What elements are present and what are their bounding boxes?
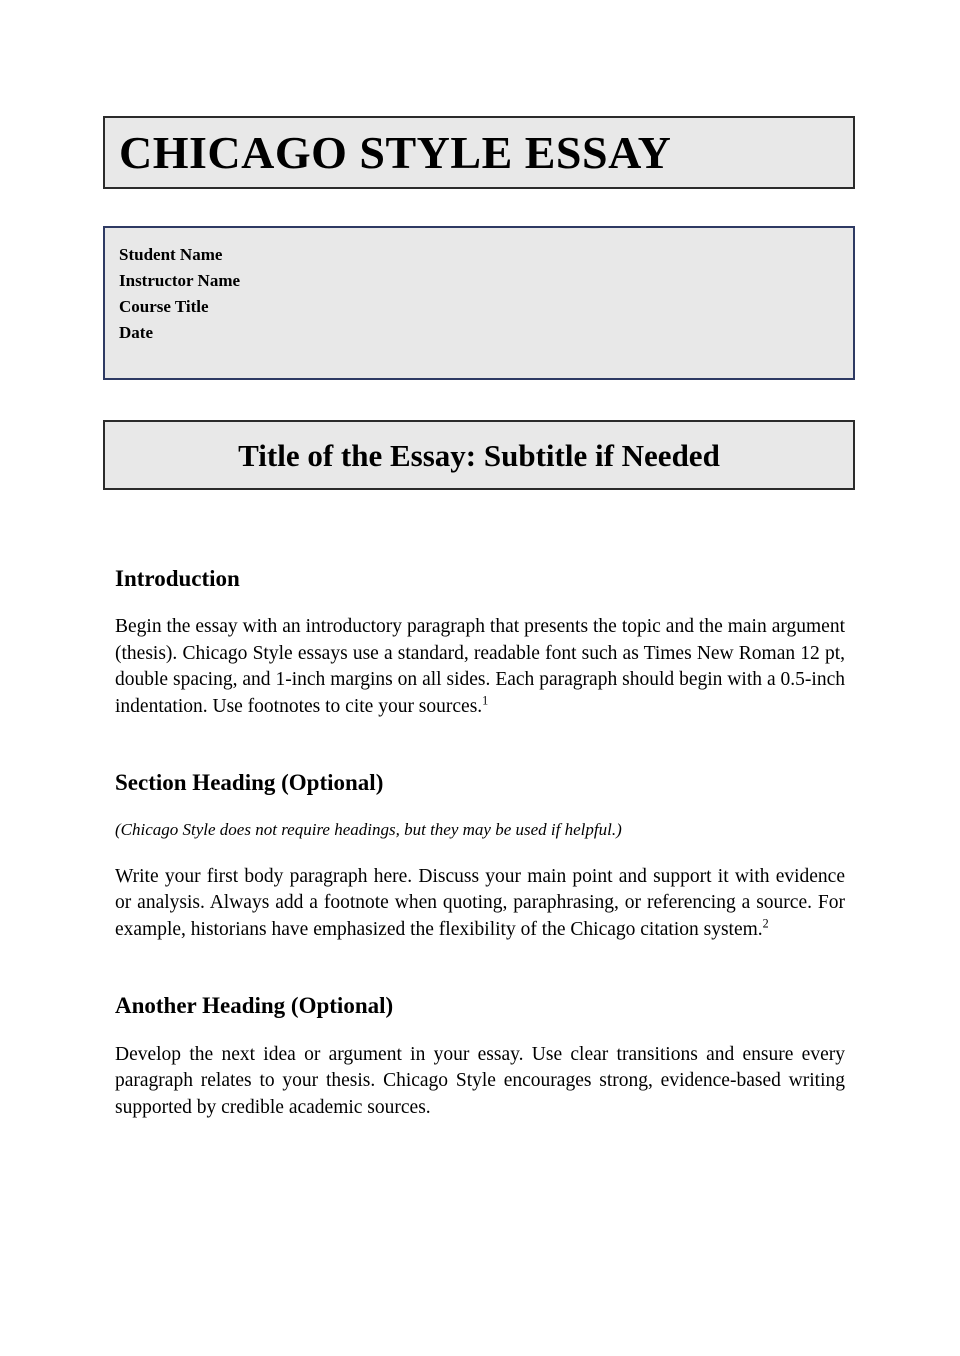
section-heading-introduction: Introduction (115, 566, 240, 591)
paragraph-second-body (115, 1042, 845, 1122)
paragraph-first-body (115, 864, 845, 944)
section-heading-another: Another Heading (Optional) (115, 993, 394, 1019)
footnote-marker-2: 2 (762, 916, 769, 931)
footnote-marker-1: 1 (482, 693, 489, 708)
section-note: (Chicago Style does not require headings, but they may be used if helpful.) (115, 819, 622, 839)
info-line-instructor-name: Instructor Name (119, 271, 241, 290)
paragraph-introduction (115, 614, 845, 720)
document-title: CHICAGO STYLE ESSAY (119, 126, 672, 178)
paragraph-first-body-text: Write your first body paragraph here. Discuss your main point and support it with evidence or analysis. Always add a footnote when quoting, paraphrasing, or referencing a source. For example, historians have emphasized the flexibility of the Chicago citation system. (115, 865, 845, 940)
info-line-date: Date (119, 323, 153, 342)
document-body (115, 560, 845, 1121)
essay-title: Title of the Essay: Subtitle if Needed (238, 437, 720, 473)
paragraph-introduction-text: Begin the essay with an introductory paragraph that presents the topic and the main argument (thesis). Chicago Style essays use a standard, readable font such as Times New Roman 12 pt, double spacing, and 1-inch margins on all sides. Each paragraph should begin with a 0.5-inch indentation. Use footnotes to cite your sources. (115, 616, 845, 717)
info-line-course-title: Course Title (119, 297, 209, 316)
section-heading-section: Section Heading (Optional) (115, 770, 384, 796)
student-info-box (103, 226, 855, 380)
paragraph-second-body-text: Develop the next idea or argument in your essay. Use clear transitions and ensure every paragraph relates to your thesis. Chicago Style encourages strong, evidence-based writing supported by credible academic sources. (115, 1043, 845, 1118)
info-line-student-name: Student Name (119, 245, 223, 264)
document-title-box (103, 116, 855, 189)
essay-title-box (103, 420, 855, 490)
